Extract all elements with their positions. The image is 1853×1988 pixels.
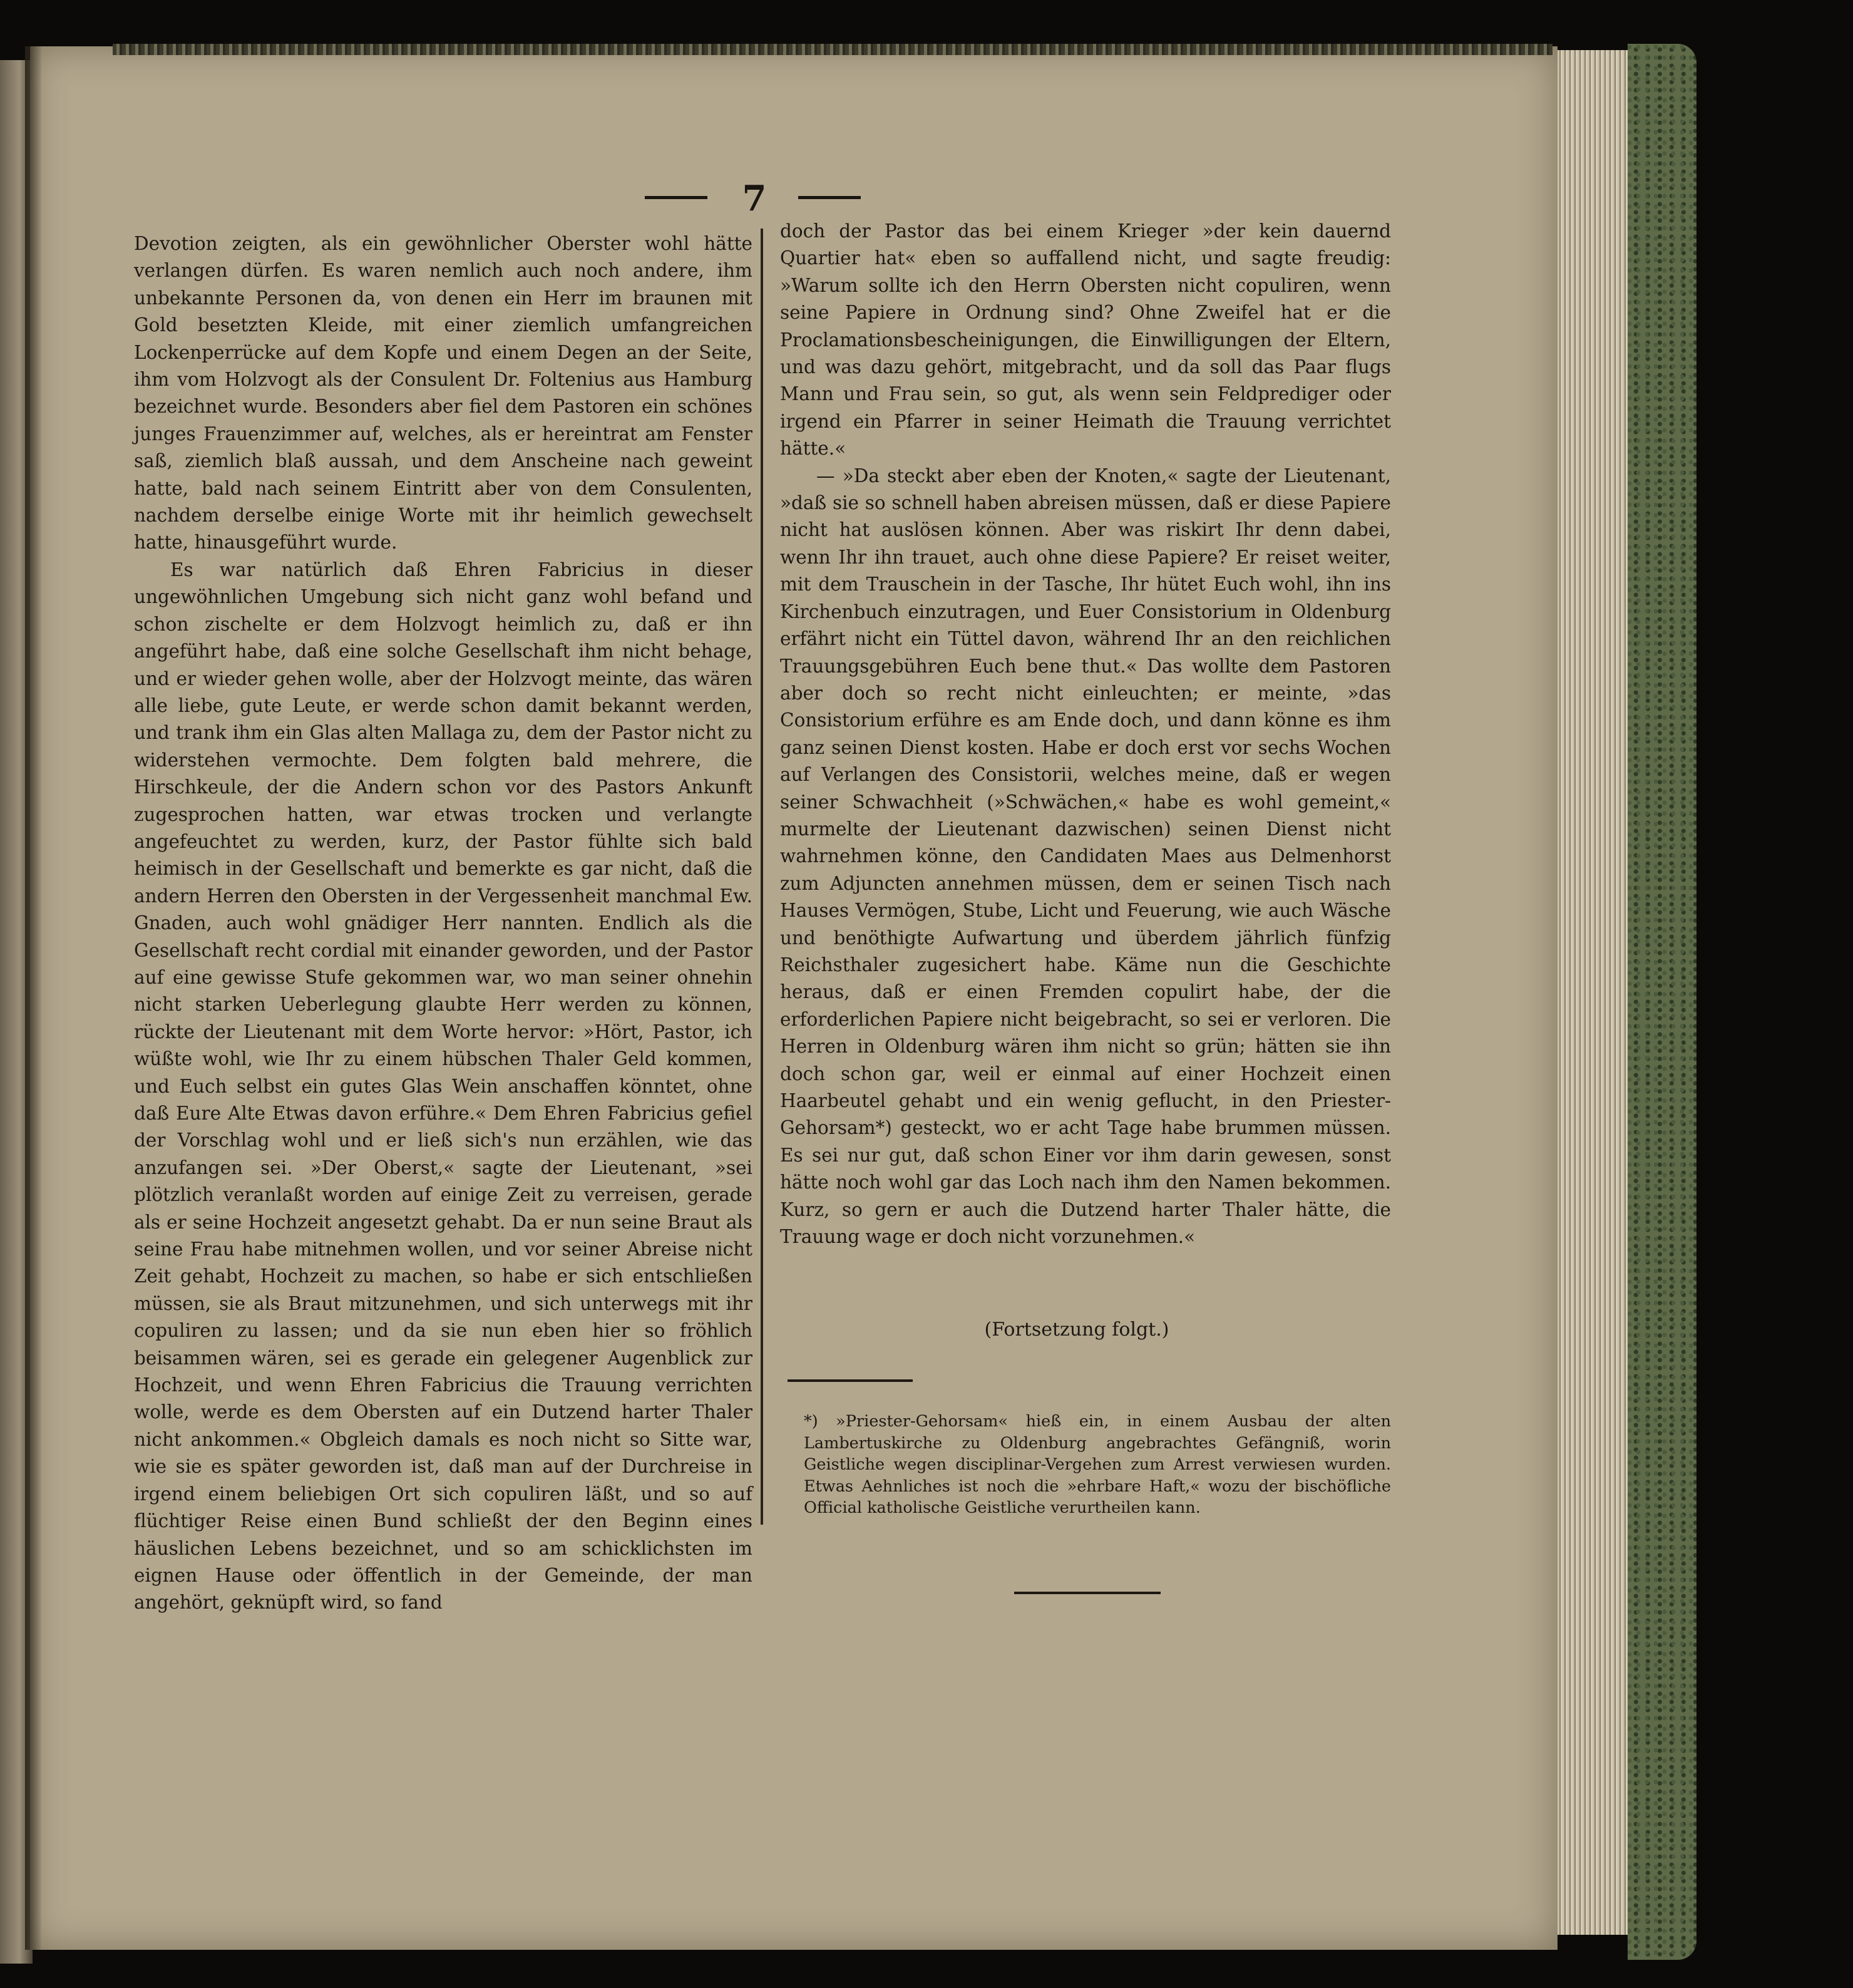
end-rule (1014, 1592, 1161, 1594)
book-cover-edge (1628, 44, 1696, 1960)
footnote: *) »Priester-Gehorsam« hieß ein, in einem Ausbau der alten Lambertuskirche zu Oldenburg angebrachtes Gefängniß, worin Geistliche wegen disciplinar-Vergehen zum Arrest verwiesen wurden. Etwas Aehnliches ist noch die »ehrbare Haft,« wozu der bischöfliche Official katholische Geistliche verurtheilen kann. (804, 1412, 1391, 1517)
right-column (780, 218, 1391, 1250)
paragraph: Es war natürlich daß Ehren Fabricius in dieser ungewöhnlichen Umgebung sich nicht ganz wohl befand und schon zischelte er dem Holzvogt heimlich zu, daß er ihn angeführt habe, daß eine solche Gesellschaft ihm nicht behage, und er wieder gehen wolle, aber der Holzvogt meinte, das wären alle liebe, gute Leute, er werde schon damit bekannt werden, und trank ihm ein Glas alten Mallaga zu, dem der Pastor nicht zu widerstehen vermochte. Dem folgten bald mehrere, die Hirschkeule, der die Andern schon vor des Pastors Ankunft zugesprochen hatten, war etwas trocken und verlangte angefeuchtet zu werden, kurz, der Pastor fühlte sich bald heimisch in der Gesellschaft und bemerkte es gar nicht, daß die andern Herren den Obersten in der Vergessenheit manchmal Ew. Gnaden, auch wohl gnädiger Herr nannten. Endlich als die Gesellschaft recht cordial mit einander geworden, und der Pastor auf eine gewisse Stufe gekommen war, wo man seiner ohnehin nicht starken Ueberlegung glaubte Herr werden zu können, rückte der Lieutenant mit dem Worte hervor: »Hört, Pastor, ich wüßte wohl, wie Ihr zu einem hübschen Thaler Geld kommen, und Euch selbst ein gutes Glas Wein anschaffen könntet, ohne daß Eure Alte Etwas davon erführe.« Dem Ehren Fabricius gefiel der Vorschlag wohl und er ließ sich's nun erzählen, wie das anzufangen sei. »Der Oberst,« sagte der Lieutenant, »sei plötzlich veranlaßt worden auf einige Zeit zu verreisen, gerade als er seine Hochzeit angesetzt gehabt. Da er nun seine Braut als seine Frau habe mitnehmen wollen, und vor seiner Abreise nicht Zeit gehabt, Hochzeit zu machen, so habe er sich entschließen müssen, sie als Braut mitzunehmen, und sich unterwegs mit ihr copuliren zu lassen; und da sie nun eben hier so fröhlich beisammen wären, sei es gerade ein gelegener Augenblick zur Hochzeit, und wenn Ehren Fabricius die Trauung verrichten wolle, werde es dem Obersten auf ein Dutzend harter Thaler nicht ankommen.« Obgleich damals es noch nicht so Sitte war, wie sie es später geworden ist, daß man auf der Durchreise in irgend einem beliebigen Ort sich copuliren läßt, und so auf flüchtiger Reise einen Bund schließt der den Beginn eines häuslichen Lebens bezeichnet, und so am schicklichsten im eignen Hause oder öffentlich in der Gemeinde, der man angehört, geknüpft wird, so fand (134, 559, 752, 1614)
page-stack-edge (1558, 50, 1633, 1935)
footnote-rule (788, 1379, 913, 1382)
top-page-edge (113, 44, 1553, 55)
paragraph: doch der Pastor das bei einem Krieger »der kein dauernd Quartier hat« eben so auffallend nicht, und sagte freudig: »Warum sollte ich den Herrn Obersten nicht copuliren, wenn seine Papiere in Ordnung sind? Ohne Zweifel hat er die Proclamationsbescheinigungen, die Einwilligungen der Eltern, und was dazu gehört, mitgebracht, und da soll das Paar flugs Mann und Frau sein, so gut, als wenn sein Feldprediger oder irgend ein Pfarrer in seiner Heimath die Trauung verrichtet hätte.« (780, 220, 1391, 460)
paragraph: Devotion zeigten, als ein gewöhnlicher Oberster wohl hätte verlangen dürfen. Es waren nemlich auch noch andere, ihm unbekannte Personen da, von denen ein Herr im braunen mit Gold besetzten Kleide, mit einer ziemlich umfangreichen Lockenperrücke auf dem Kopfe und einem Degen an der Seite, ihm vom Holzvogt als der Consulent Dr. Foltenius aus Hamburg bezeichnet wurde. Besonders aber fiel dem Pastoren ein schönes junges Frauenzimmer auf, welches, als er hereintrat am Fenster saß, ziemlich blaß aussah, und dem Anscheine nach geweint hatte, bald nach seinem Eintritt aber von dem Consulenten, nachdem derselbe einige Worte mit ihr heimlich gewechselt hatte, hinausgeführt wurde. (134, 233, 752, 554)
page-number: 7 (742, 178, 767, 219)
paragraph: — »Da steckt aber eben der Knoten,« sagte der Lieutenant, »daß sie so schnell haben abreisen müssen, daß er diese Papiere nicht hat auslösen können. Aber was riskirt Ihr denn dabei, wenn Ihr ihn trauet, auch ohne diese Papiere? Er reiset weiter, mit dem Trauschein in der Tasche, Ihr hütet Euch wohl, ihn ins Kirchenbuch einzutragen, und Euer Consistorium in Oldenburg erfährt nicht ein Tüttel davon, während Ihr an den reichlichen Trauungsgebühren Euch bene thut.« Das wollte dem Pastoren aber doch so recht nicht einleuchten; er meinte, »das Consistorium erführe es am Ende doch, und dann könne es ihm ganz seinen Dienst kosten. Habe er doch erst vor sechs Wochen auf Verlangen des Consistorii, welches meine, daß er wegen seiner Schwachheit (»Schwächen,« habe es wohl gemeint,« murmelte der Lieutenant dazwischen) seinen Dienst nicht wahrnehmen könne, den Candidaten Maes aus Delmenhorst zum Adjuncten annehmen müssen, dem er seinen Tisch nach Hauses Vermögen, Stube, Licht und Feuerung, wie auch Wäsche und benöthigte Aufwartung und überdem jährlich fünfzig Reichsthaler zugesichert habe. Käme nun die Geschichte heraus, daß er einen Fremden copulirt habe, der die erforderlichen Papiere nicht beigebracht, so sei er verloren. Die Herren in Oldenburg wären ihm nicht so grün; hätten sie ihn doch schon gar, weil er einmal auf einer Hochzeit einen Haarbeutel gehabt und ein wenig geflucht, in den Priester-Gehorsam*) gesteckt, wo er acht Tage habe brummen müssen. Es sei nur gut, daß schon Einer vor ihm darin gewesen, sonst hätte noch wohl gar das Loch nach ihm den Namen bekommen. Kurz, so gern er auch die Dutzend harter Thaler hätte, die Trauung wage er doch nicht vorzunehmen.« (780, 465, 1391, 1248)
left-column (134, 230, 752, 1617)
column-divider (761, 229, 763, 1525)
page-number-rule-right (798, 196, 861, 199)
continued-note: (Fortsetzung folgt.) (984, 1319, 1169, 1341)
binding-gutter (25, 46, 41, 1950)
